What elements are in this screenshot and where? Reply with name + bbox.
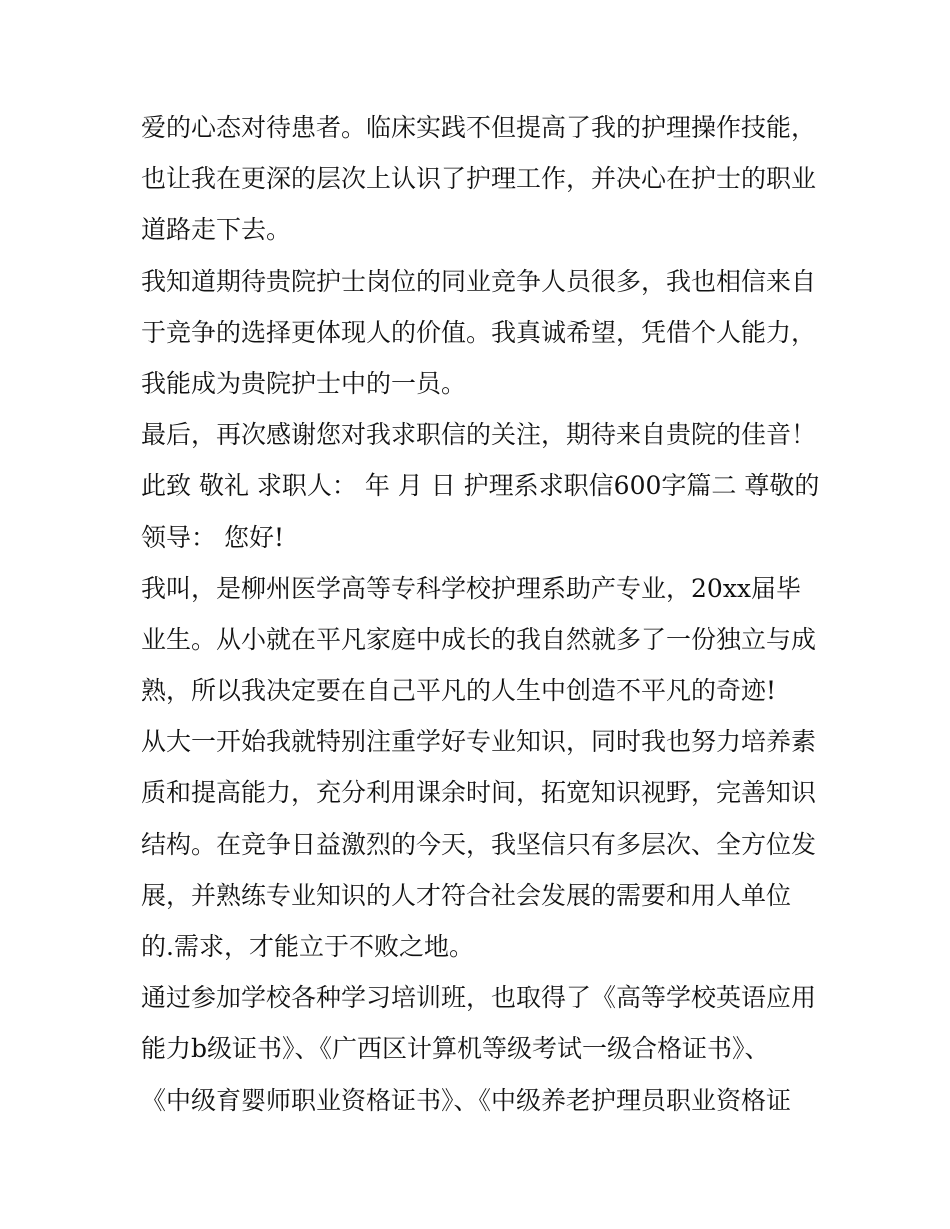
text-line: 展，并熟练专业知识的人才符合社会发展的需要和用人单位: [141, 880, 792, 910]
text-line: 最后，再次感谢您对我求职信的关注，期待来自贵院的佳音！: [141, 420, 817, 450]
text-line: 此致 敬礼 求职人： 年 月 日 护理系求职信600字篇二 尊敬的: [141, 471, 820, 501]
text-line: 业生。从小就在平凡家庭中成长的我自然就多了一份独立与成: [141, 624, 817, 654]
text-line: 能力b级证书》、《广西区计算机等级考试一级合格证书》、: [141, 1034, 770, 1064]
text-line: 《中级育婴师职业资格证书》、《中级养老护理员职业资格证: [141, 1085, 792, 1115]
text-line: 也让我在更深的层次上认识了护理工作，并决心在护士的职业: [141, 164, 817, 194]
text-line: 领导： 您好!: [141, 522, 284, 552]
text-line: 的.需求，才能立于不败之地。: [141, 932, 474, 961]
text-line: 我能成为贵院护士中的一员。: [141, 368, 467, 398]
text-line: 通过参加学校各种学习培训班，也取得了《高等学校英语应用: [141, 983, 817, 1013]
text-line: 质和提高能力，充分利用课余时间，拓宽知识视野，完善知识: [141, 778, 817, 808]
text-line: 从大一开始我就特别注重学好专业知识，同时我也努力培养素: [141, 727, 817, 757]
text-line: 熟，所以我决定要在自己平凡的人生中创造不平凡的奇迹!: [141, 676, 777, 706]
text-line: 我知道期待贵院护士岗位的同业竞争人员很多，我也相信来自: [141, 266, 817, 296]
body-text: [141, 102, 821, 1126]
text-line: 爱的心态对待患者。临床实践不但提高了我的护理操作技能，: [141, 113, 817, 142]
text-line: 我叫，是柳州医学高等专科学校护理系助产专业，20xx届毕: [141, 573, 802, 603]
text-line: 道路走下去。: [141, 215, 292, 245]
text-line: 于竞争的选择更体现人的价值。我真诚希望，凭借个人能力，: [141, 317, 817, 347]
text-line: 结构。在竞争日益激烈的今天，我坚信只有多层次、全方位发: [141, 829, 817, 859]
